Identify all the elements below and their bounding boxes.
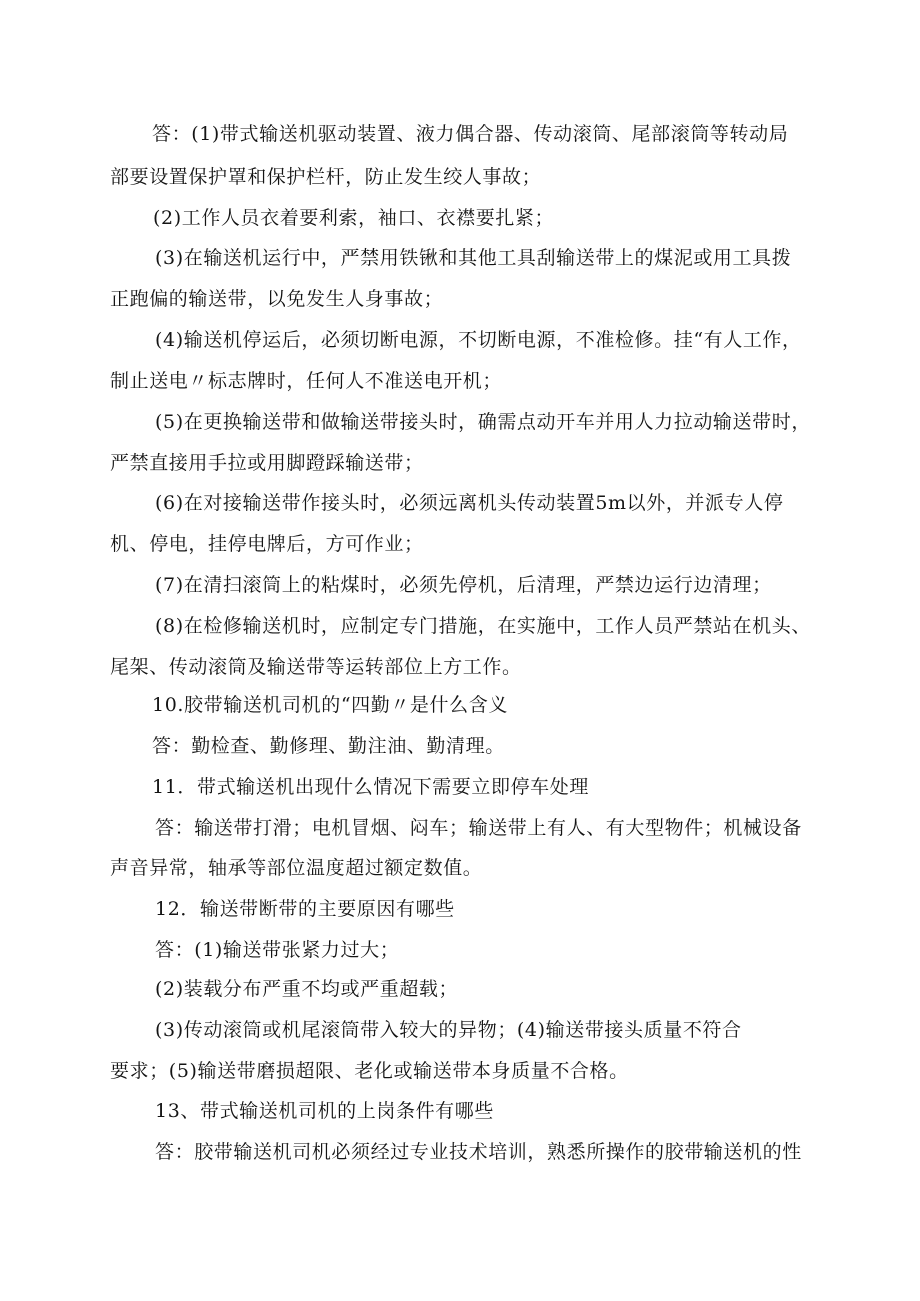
text-line: 答：(1)带式输送机驱动装置、液力偶合器、传动滚筒、尾部滚筒等转动局 [152, 123, 789, 145]
question-heading: 10.胶带输送机司机的“四勤〃是什么含义 [152, 694, 508, 716]
text-line: (7)在清扫滚筒上的粘煤时，必须先停机，后清理，严禁边运行边清理； [155, 574, 772, 596]
question-heading: 12．输送带断带的主要原因有哪些 [155, 898, 455, 920]
text-line: 尾架、传动滚筒及输送带等运转部位上方工作。 [110, 656, 522, 678]
text-line: (3)在输送机运行中，严禁用铁锹和其他工具刮输送带上的煤泥或用工具拨 [155, 247, 792, 269]
text-line: 机、停电，挂停电牌后，方可作业； [110, 533, 424, 555]
text-line: (4)输送机停运后，必须切断电源，不切断电源，不准检修。挂“有人工作， [155, 329, 802, 351]
question-heading: 13、带式输送机司机的上岗条件有哪些 [155, 1100, 494, 1122]
text-line: 制止送电〃标志牌时，任何人不准送电开机； [110, 370, 503, 392]
text-line: 答：(1)输送带张紧力过大； [155, 939, 400, 961]
text-line: (8)在检修输送机时，应制定专门措施，在实施中，工作人员严禁站在机头、 [155, 615, 811, 637]
text-line: (5)在更换输送带和做输送带接头时，确需点动开车并用人力拉动输送带时， [155, 411, 811, 433]
text-line: 严禁直接用手拉或用脚蹬踩输送带； [110, 452, 424, 474]
text-line: (2)装载分布严重不均或严重超载； [155, 978, 459, 1000]
text-line: 答：输送带打滑；电机冒烟、闷车；输送带上有人、有大型物件；机械设备 [155, 817, 802, 839]
text-line: (2)工作人员衣着要利索，袖口、衣襟要扎紧； [153, 207, 555, 229]
text-line: 要求；(5)输送带磨损超限、老化或输送带本身质量不合格。 [110, 1060, 629, 1082]
text-line: 答：胶带输送机司机必须经过专业技术培训，熟悉所操作的胶带输送机的性 [155, 1141, 802, 1163]
text-line: (6)在对接输送带作接头时，必须远离机头传动装置5m以外，并派专人停 [155, 492, 784, 514]
text-line: 答：勤检查、勤修理、勤注油、勤清理。 [152, 735, 505, 757]
text-line: 声音异常，轴承等部位温度超过额定数值。 [110, 857, 483, 879]
text-line: 部要设置保护罩和保护栏杆，防止发生绞人事故； [110, 166, 542, 188]
question-heading: 11．带式输送机出现什么情况下需要立即停车处理 [152, 776, 589, 798]
text-line: 正跑偏的输送带，以免发生人身事故； [110, 288, 444, 310]
text-line: (3)传动滚筒或机尾滚筒带入较大的异物；(4)输送带接头质量不符合 [155, 1019, 742, 1041]
